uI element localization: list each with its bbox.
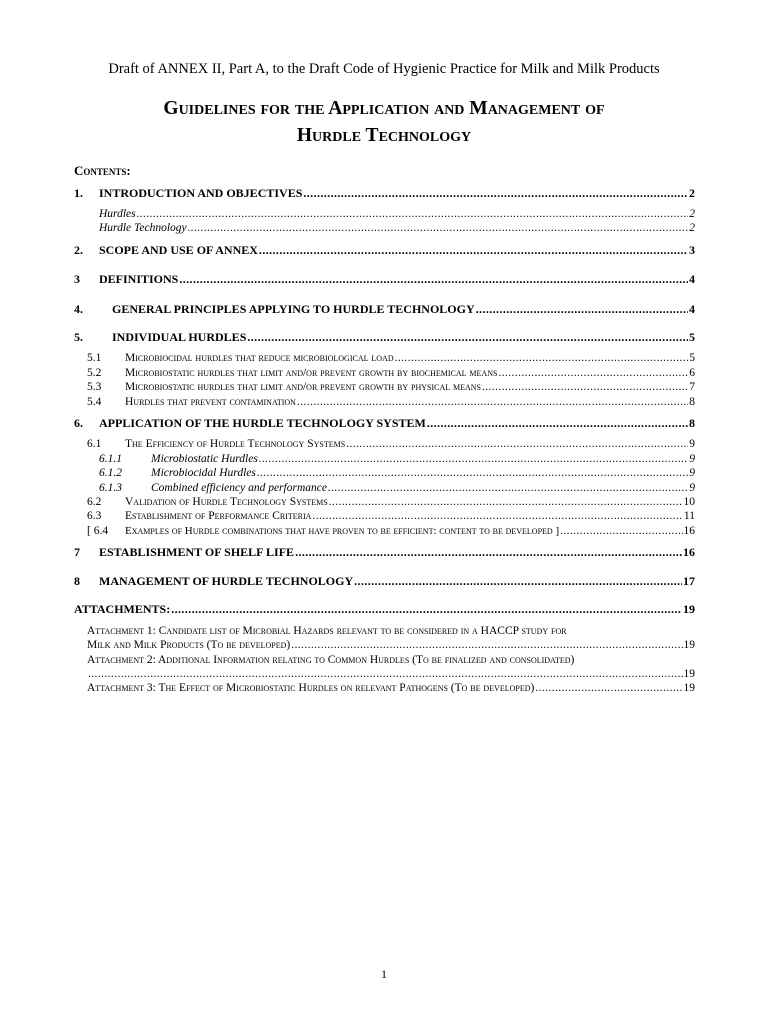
toc-entry-6-1-2[interactable] [99,466,695,481]
toc-entry-2[interactable] [74,243,695,258]
attachment-3[interactable] [87,681,695,696]
toc-number: 7 [74,545,80,559]
toc-title: Microbiocidal Hurdles [151,467,256,479]
toc-entry-6-2[interactable] [87,495,695,510]
toc-leader [188,221,689,236]
toc-title: Hurdle Technology [99,222,187,234]
toc-title: GENERAL PRINCIPLES APPLYING TO HURDLE TECHNOLOGY [112,302,475,316]
toc-number: 5.4 [87,396,102,408]
toc-page: 5 [689,352,695,364]
toc-page: 17 [683,574,695,588]
toc-page: 9 [689,453,695,465]
toc-page: 8 [689,396,695,408]
toc-number: 6.1.2 [99,467,122,479]
toc-title: APPLICATION OF THE HURDLE TECHNOLOGY SYSTEM [99,416,426,430]
toc-page: 11 [683,510,695,522]
toc-page: 16 [683,545,695,559]
toc-leader [297,395,688,410]
toc-page: 7 [689,381,695,393]
toc-title: Hurdles that prevent contamination [125,396,296,408]
toc-entry-5-3[interactable] [87,380,695,395]
toc-title: ESTABLISHMENT OF SHELF LIFE [99,545,295,559]
attachment-2-line-2[interactable] [87,667,695,682]
toc-title: Attachment 3: The Effect of Microbiostatic Hurdles on relevant Pathogens (To be developed) [87,682,535,694]
toc-page: 19 [683,668,695,680]
toc-title: Hurdles [99,208,136,220]
toc-page: 9 [689,482,695,494]
toc-title: Milk and Milk Products (To be developed) [87,639,291,651]
toc-page: 16 [683,525,695,537]
toc-entry-6-1-3[interactable] [99,481,695,496]
toc-title: Establishment of Performance Criteria [125,510,312,522]
title-line-1: Guidelines for the Application and Management of [163,98,605,119]
toc-leader [259,243,688,258]
toc-number: 8 [74,574,80,588]
document-header: Draft of ANNEX II, Part A, to the Draft Code of Hygienic Practice for Milk and Milk Products [108,61,660,77]
page-number: 1 [381,967,387,981]
toc-leader [88,667,683,682]
toc-number: 5.2 [87,367,102,379]
toc-entry-7[interactable] [74,545,695,560]
toc-leader [295,545,682,560]
toc-page: 8 [689,416,695,430]
toc-leader [535,681,682,696]
toc-leader [346,437,688,452]
toc-number: 6. [74,416,83,430]
attachment-1-line-1[interactable]: Attachment 1: Candidate list of Microbial Hazards relevant to be considered in a HACCP study for [87,625,567,637]
toc-number: 3 [74,272,80,286]
toc-page: 19 [683,602,695,616]
toc-title: SCOPE AND USE OF ANNEX [99,243,258,257]
toc-leader [482,380,688,395]
toc-entry-6-1[interactable] [87,437,695,452]
toc-title: Validation of Hurdle Technology Systems [125,496,328,508]
toc-title: ATTACHMENTS: [74,602,171,616]
toc-page: 2 [689,222,695,234]
toc-number: 5. [74,330,83,344]
toc-entry-4[interactable] [74,302,695,317]
toc-page: 4 [689,302,695,316]
toc-title: Microbiocidal hurdles that reduce microbiological load [125,352,394,364]
toc-leader [303,186,688,201]
toc-page: 6 [689,367,695,379]
toc-leader [498,366,688,381]
toc-number: 6.3 [87,510,102,522]
toc-entry-6[interactable] [74,416,695,431]
toc-entry-8[interactable] [74,574,695,589]
toc-page: 9 [689,467,695,479]
attachment-2-line-1[interactable]: Attachment 2: Additional Information relating to Common Hurdles (To be finalized and consolidated) [87,654,575,666]
toc-number: 5.3 [87,381,102,393]
toc-leader [476,302,688,317]
toc-page: 2 [689,186,695,200]
toc-entry-3[interactable] [74,272,695,287]
toc-entry-5-4[interactable] [87,395,695,410]
toc-entry-5[interactable] [74,330,695,345]
toc-leader [257,466,688,481]
toc-leader [179,272,688,287]
toc-title: Microbiostatic hurdles that limit and/or prevent growth by physical means [125,381,481,393]
toc-entry-6-1-1[interactable] [99,452,695,467]
toc-title: The Efficiency of Hurdle Technology Systems [125,438,346,450]
toc-page: 4 [689,272,695,286]
toc-number: 5.1 [87,352,102,364]
toc-number: 4. [74,302,83,316]
toc-leader [395,351,689,366]
toc-leader [427,416,688,431]
toc-entry-5-2[interactable] [87,366,695,381]
toc-leader [312,509,683,524]
toc-page: 9 [689,438,695,450]
toc-title: INDIVIDUAL HURDLES [112,330,247,344]
toc-number: 6.1.1 [99,453,122,465]
toc-page: 19 [683,639,695,651]
contents-heading: Contents: [74,163,131,178]
toc-entry-hurdle-technology[interactable] [99,221,695,236]
toc-entry-5-1[interactable] [87,351,695,366]
toc-title: Microbiostatic Hurdles [151,453,258,465]
toc-page: 3 [689,243,695,257]
attachment-1-line-2[interactable] [87,638,695,653]
toc-page: 10 [683,496,695,508]
toc-entry-1[interactable] [74,186,695,201]
toc-number: 2. [74,243,83,257]
toc-leader [328,481,688,496]
toc-title: Examples of Hurdle combinations that have proven to be efficient: content to be developed ] [125,525,560,537]
toc-title: DEFINITIONS [99,272,179,286]
toc-entry-6-4[interactable] [87,524,695,539]
toc-title: INTRODUCTION AND OBJECTIVES [99,186,303,200]
toc-number: 1. [74,186,83,200]
toc-leader [171,602,682,617]
toc-number: 6.1.3 [99,482,122,494]
toc-leader [247,330,688,345]
toc-page: 2 [689,208,695,220]
toc-entry-hurdles[interactable] [99,207,695,222]
toc-leader [291,638,682,653]
toc-title: Combined efficiency and performance [151,482,327,494]
toc-number: 6.2 [87,496,102,508]
toc-number: [ 6.4 [87,525,109,537]
toc-leader [560,524,682,539]
toc-leader [137,207,689,222]
toc-page: 19 [683,682,695,694]
toc-leader [259,452,688,467]
toc-number: 6.1 [87,438,102,450]
toc-entry-6-3[interactable] [87,509,695,524]
title-line-2: Hurdle Technology [296,125,472,146]
toc-page: 5 [689,330,695,344]
toc-title: Microbiostatic hurdles that limit and/or prevent growth by biochemical means [125,367,498,379]
toc-leader [329,495,683,510]
toc-leader [354,574,682,589]
toc-title: MANAGEMENT OF HURDLE TECHNOLOGY [99,574,354,588]
toc-entry-attachments[interactable] [74,602,695,617]
